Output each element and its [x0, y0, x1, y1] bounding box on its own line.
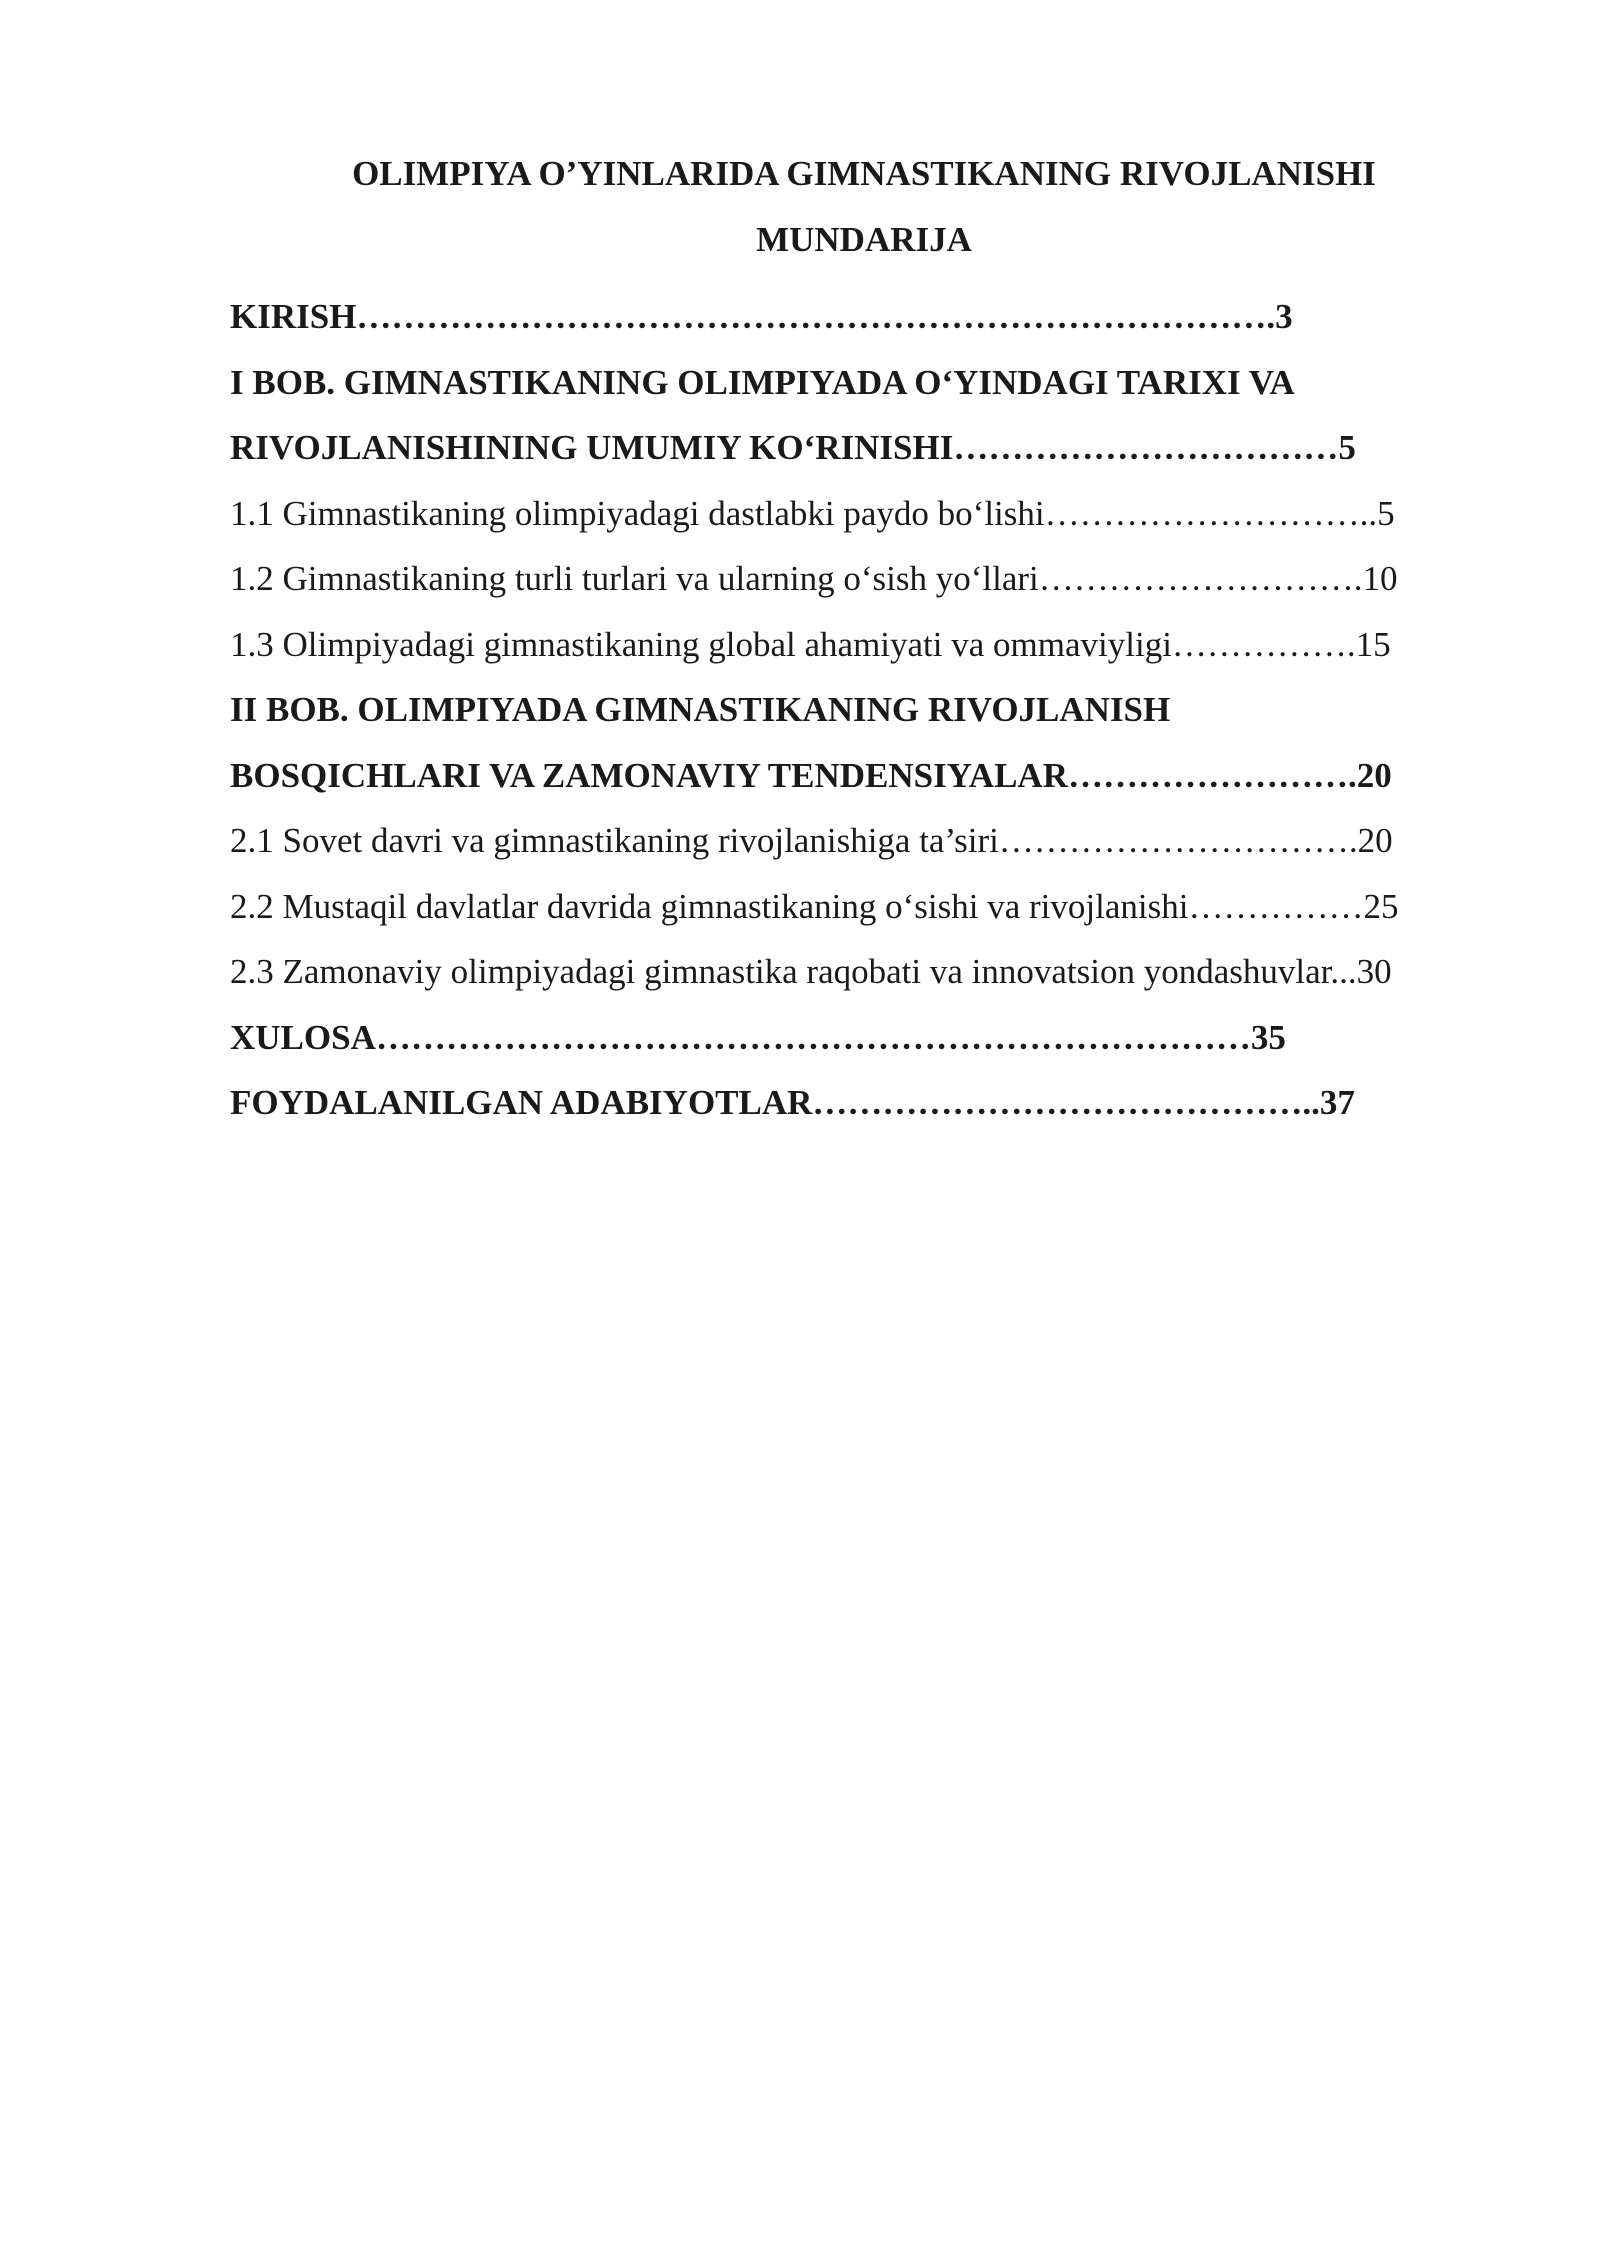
- toc-entry-section-1-1: 1.1 Gimnastikaning olimpiyadagi dastlabki paydo bo‘lishi………………………..5: [230, 493, 1395, 533]
- toc-entry-section-2-1: 2.1 Sovet davri va gimnastikaning rivojlanishiga ta’siri………………………….20: [230, 821, 1393, 860]
- toc-entry-section-2-2: 2.2 Mustaqil davlatlar davrida gimnastikaning o‘sishi va rivojlanishi……………25: [230, 886, 1399, 926]
- toc-entry-section-1-2: 1.2 Gimnastikaning turli turlari va ularning o‘sish yo‘llari……………………….10: [230, 559, 1398, 598]
- toc-entry-conclusion: XULOSA…………………………………………………………………35: [230, 1017, 1286, 1057]
- toc-entry-chapter-2-line-2: BOSQICHLARI VA ZAMONAVIY TENDENSIYALAR…………………….20: [230, 755, 1392, 795]
- toc-entry-chapter-1-line-1: I BOB. GIMNASTIKANING OLIMPIYADA O‘YINDAGI TARIXI VA: [230, 362, 1295, 402]
- toc-entry-chapter-2-line-1: II BOB. OLIMPIYADA GIMNASTIKANING RIVOJLANISH: [230, 690, 1171, 729]
- toc-entry-intro: KIRISH…………………………………………………………………….3: [230, 297, 1293, 336]
- toc-entry-section-1-3: 1.3 Olimpiyadagi gimnastikaning global ahamiyati va ommaviyligi…………….15: [230, 624, 1391, 664]
- table-of-contents: [230, 284, 1500, 1136]
- toc-entry-chapter-1-line-2: RIVOJLANISHINING UMUMIY KO‘RINISHI……………………………5: [230, 428, 1356, 467]
- document-title: OLIMPIYA O’YINLARIDA GIMNASTIKANING RIVOJLANISHI: [352, 154, 1376, 193]
- contents-heading: MUNDARIJA: [756, 220, 972, 259]
- toc-entry-references: FOYDALANILGAN ADABIYOTLAR……………………………………..37: [230, 1083, 1355, 1122]
- toc-entry-section-2-3: 2.3 Zamonaviy olimpiyadagi gimnastika raqobati va innovatsion yondashuvlar...30: [230, 952, 1392, 991]
